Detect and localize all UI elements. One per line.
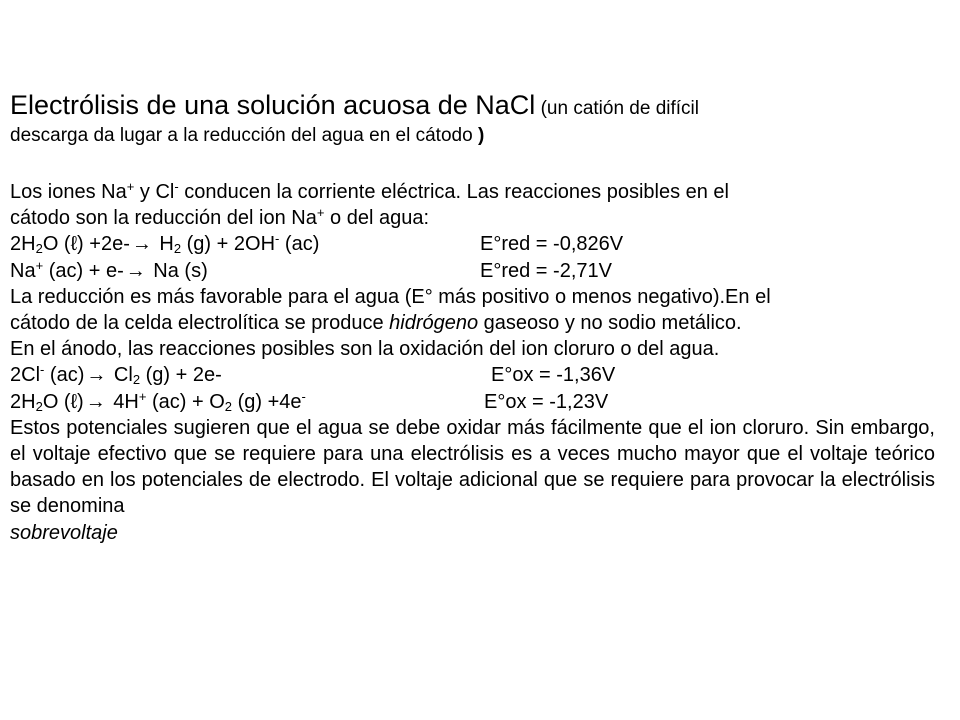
superscript: + <box>138 388 147 404</box>
text-run: 2H <box>10 390 36 413</box>
arrow-icon: → <box>125 259 146 282</box>
potential: E°ox = -1,23V <box>484 390 609 413</box>
equation <box>10 362 491 388</box>
text-run: (g) +4e <box>232 390 302 413</box>
text-run: gaseoso y no sodio metálico. <box>478 312 742 335</box>
superscript: + <box>126 179 135 194</box>
intro-line-1 <box>10 179 955 205</box>
cathode-reaction-sodium <box>10 258 955 284</box>
emphasis: sobrevoltaje <box>10 521 118 544</box>
arrow-icon: → <box>86 364 107 387</box>
emphasis: hidrógeno <box>389 312 479 335</box>
text-run: cátodo de la celda electrolítica se produce <box>10 312 390 335</box>
potential: E°red = -2,71V <box>480 259 612 282</box>
superscript: + <box>316 205 325 221</box>
text-run: H <box>153 233 174 256</box>
text-run: 2H <box>10 233 36 256</box>
text-run: conducen la corriente eléctrica. Las reacciones posibles en el <box>178 181 729 203</box>
anode-reaction-water <box>10 389 955 415</box>
arrow-icon: → <box>131 233 152 256</box>
slide-content <box>10 92 955 546</box>
intro-line-2 <box>10 205 955 231</box>
superscript: - <box>174 179 179 194</box>
slide-title <box>10 92 955 122</box>
subscript: 2 <box>224 398 233 414</box>
cathode-reaction-water <box>10 231 955 257</box>
potential: E°ox = -1,36V <box>491 364 616 387</box>
potential: E°red = -0,826V <box>480 233 624 256</box>
text-run: Estos potenciales sugieren que el agua se debe oxidar más fácilmente que el ion cloruro. Sin embargo, el voltaje efectivo que se requiere para una electrólisis es a veces mucho mayor que el voltaje teórico basado en los potenciales de electrodo. El voltaje adicional que se requiere para provocar la electrólisis se denomina <box>10 416 935 518</box>
text-run: 4H <box>107 390 139 413</box>
superscript: - <box>301 388 306 404</box>
text-run: y Cl <box>134 181 175 203</box>
text-run: O (ℓ) <box>42 390 84 413</box>
text-run: (g) + 2OH <box>181 233 276 256</box>
superscript: - <box>40 362 45 378</box>
text-run: cátodo son la reducción del ion Na <box>10 207 317 230</box>
text-run: o del agua: <box>324 207 429 230</box>
title-close-paren: ) <box>477 125 485 146</box>
text-run: O (ℓ) +2e- <box>42 233 130 256</box>
title-paren-part1: (un catión de difícil <box>540 98 699 119</box>
paragraph2-line3: En el ánodo, las reacciones posibles son la oxidación del ion cloruro o del agua. <box>10 338 720 361</box>
subscript: 2 <box>35 241 43 257</box>
slide-title-line2 <box>10 122 955 149</box>
text-run: (ac) + e- <box>43 259 124 282</box>
anode-reaction-chloride <box>10 362 955 388</box>
text-run: Los iones Na <box>10 181 127 203</box>
subscript: 2 <box>35 398 43 414</box>
superscript: + <box>35 257 44 273</box>
subscript: 2 <box>132 372 141 388</box>
text-run: Na <box>10 259 36 282</box>
paragraph2-line2 <box>10 310 955 336</box>
equation <box>10 389 484 415</box>
text-run: (g) + 2e- <box>140 364 222 387</box>
equation <box>10 231 480 257</box>
arrow-icon: → <box>85 390 106 413</box>
text-run: 2Cl <box>10 364 41 387</box>
text-run: Na (s) <box>147 259 208 282</box>
text-run: Cl <box>108 364 133 387</box>
title-paren-part2: descarga da lugar a la reducción del agua en el cátodo <box>10 125 473 146</box>
paragraph2-line1: La reducción es más favorable para el agua (E° más positivo o menos negativo).En el <box>10 285 771 308</box>
superscript: - <box>275 231 280 247</box>
text-run: (ac) <box>279 233 320 256</box>
text-run: (ac) + O <box>146 390 225 413</box>
paragraph3 <box>10 415 935 546</box>
equation <box>10 258 480 284</box>
subscript: 2 <box>173 241 182 257</box>
text-run: (ac) <box>44 364 85 387</box>
spacer <box>10 149 955 179</box>
title-main: Electrólisis de una solución acuosa de NaCl <box>10 90 536 120</box>
